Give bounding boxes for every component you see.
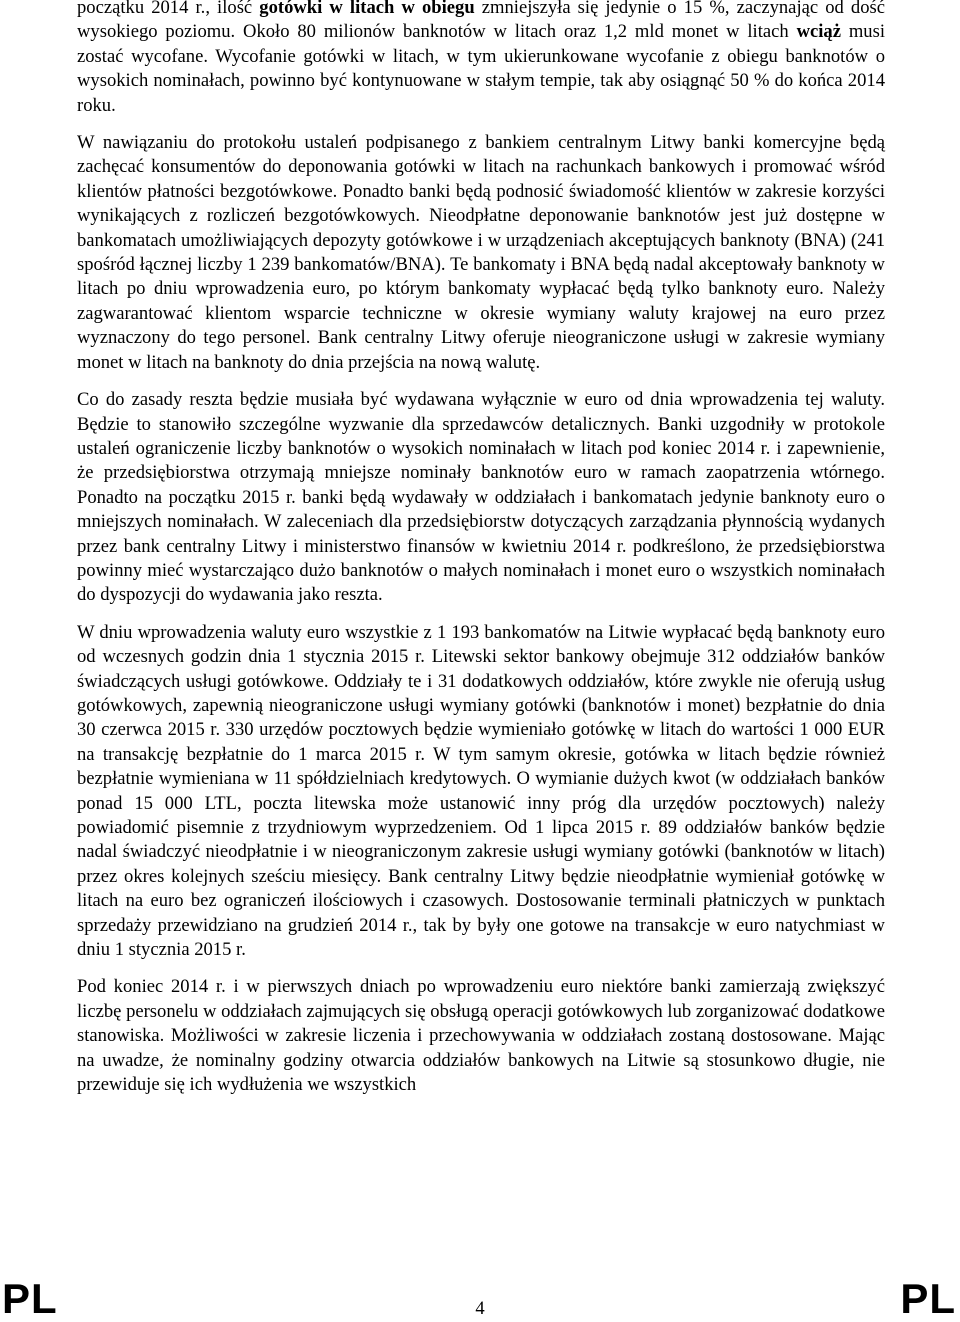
paragraph-1-bold-a: gotówki w litach w obiegu	[259, 0, 475, 18]
paragraph-bank-protocol: W nawiązaniu do protokołu ustaleń podpisanego z bankiem centralnym Litwy banki komercyjne będą zachęcać konsumentów do deponowania gotówki w litach na rachunkach bankowych i promować wśród klientów płatności bezgotówkowe. Ponadto banki będą podnosić świadomość klientów w zakresie korzyści wynikających z rozliczeń bezgotówkowych. Nieodpłatne deponowanie banknotów jest już dostępne w bankomatach umożliwiających depozyty gotówkowe i w urządzeniach akceptujących banknoty (BNA) (241 spośród łącznej liczby 1 239 bankomatów/BNA). Te bankomaty i BNA będą nadal akceptowały banknoty w litach po dniu wprowadzenia euro, po którym bankomaty wypłacać będą tylko banknoty euro. Należy zagwarantować klientom wsparcie techniczne w okresie wymiany waluty krajowej na euro przez wyznaczony do tego personel. Bank centralny Litwy oferuje nieograniczone usługi w zakresie wymiany monet w litach na banknoty do dnia przejścia na nową walutę.	[77, 132, 885, 373]
page-number: 4	[475, 1298, 485, 1319]
paragraph-cash-withdrawal	[77, 0, 885, 118]
paragraph-atm-exchange: W dniu wprowadzenia waluty euro wszystkie z 1 193 bankomatów na Litwie wypłacać będą banknoty euro od wczesnych godzin dnia 1 stycznia 2015 r. Litewski sektor bankowy obejmuje 312 oddziałów banków świadczących usługi gotówkowe. Oddziały te i 31 dodatkowych oddziałów, które zwykle nie oferują usług gotówkowych, zapewnią nieograniczone usługi wymiany gotówki (banknotów i monet) bezpłatnie do dnia 30 czerwca 2015 r. 330 urzędów pocztowych będzie wymieniało gotówkę w litach do wartości 1 000 EUR na transakcję bezpłatnie do 1 marca 2015 r. W tym samym okresie, gotówka w litach będzie również bezpłatnie wymieniana w 11 spółdzielniach kredytowych. O wymianie dużych kwot (w oddziałach banków ponad 15 000 LTL, poczta litewska może ustanowić inny próg dla urzędów pocztowych) należy powiadomić pisemnie z trzydniowym wyprzedzeniem. Od 1 lipca 2015 r. 89 oddziałów banków będzie nadal świadczyć nieodpłatnie i w nieograniczonym zakresie usługi wymiany gotówki (banknotów w litach) przez okres kolejnych sześciu miesięcy. Bank centralny Litwy będzie nieodpłatnie wymieniał gotówkę w litach na euro bez ograniczeń ilościowych i czasowych. Dostosowanie terminali płatniczych w punktach sprzedaży przewidziano na grudzień 2014 r., tak by były one gotowe na transakcje w euro natychmiast w dniu 1 stycznia 2015 r.	[77, 621, 885, 961]
footer-language-code-right: PL	[900, 1275, 956, 1322]
footer-language-code-left: PL	[2, 1275, 58, 1322]
paragraph-1-text-a: początku 2014 r., ilość	[77, 0, 260, 18]
paragraph-change-in-euro: Co do zasady reszta będzie musiała być wydawana wyłącznie w euro od dnia wprowadzenia tej waluty. Będzie to stanowiło szczególne wyzwanie dla sprzedawców detalicznych. Banki uzgodniły w protokole ustaleń ograniczenie liczby banknotów o wysokich nominałach w litach pod koniec 2014 r. i zapewnienie, że przedsiębiorstwa otrzymają mniejsze nominały banknotów euro w ramach zaopatrzenia wtórnego. Ponadto na początku 2015 r. banki będą wydawały w oddziałach i bankomatach jedynie banknoty euro o mniejszych nominałach. W zaleceniach dla przedsiębiorstw dotyczących zarządzania płynnością wydanych przez bank centralny Litwy i ministerstwo finansów w kwietniu 2014 r. podkreślono, że przedsiębiorstwa powinny mieć wystarczająco dużo banknotów o małych nominałach i monet euro o wszystkich nominałach do dyspozycji do wydawania jako reszta.	[77, 389, 885, 606]
paragraph-1-text-c: musi zostać wycofane. Wycofanie gotówki w litach, w tym ukierunkowane wycofanie z obiegu banknotów o wysokich nominałach, powinno być kontynuowane w stałym tempie, tak aby osiągnąć 50 % do końca 2014 roku.	[77, 21, 886, 116]
paragraph-1-text-b: zmniejszyła się jedynie o 15 %, zaczynając od dość wysokiego poziomu. Około 80 milionów banknotów w litach oraz 1,2 mld monet w litach	[77, 0, 885, 43]
paragraph-1-bold-b: wciąż	[796, 21, 841, 43]
document-body	[77, 0, 885, 1110]
paragraph-bank-staffing: Pod koniec 2014 r. i w pierwszych dniach po wprowadzeniu euro niektóre banki zamierzają zwiększyć liczbę personelu w oddziałach zajmujących się obsługą operacji gotówkowych lub zorganizować dodatkowe stanowiska. Możliwości w zakresie liczenia i przechowywania w oddziałach zostaną dostosowane. Mając na uwadze, że nominalny godziny otwarcia oddziałów bankowych na Litwie są stosunkowo długie, nie przewiduje się ich wydłużenia we wszystkich	[77, 976, 885, 1096]
